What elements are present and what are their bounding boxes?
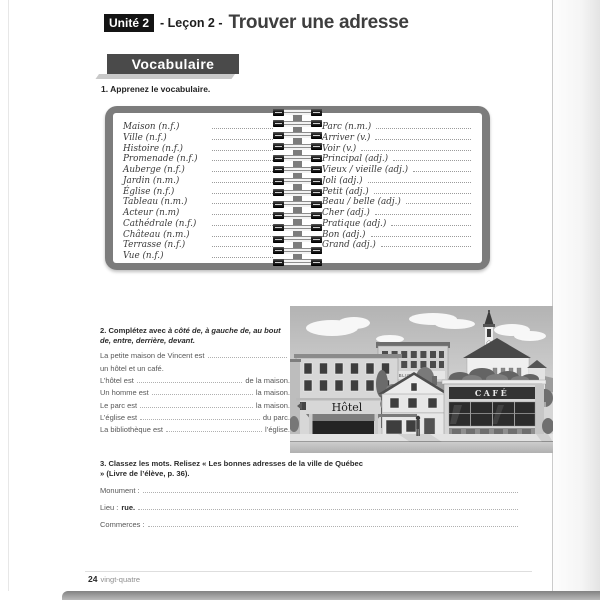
lesson-label: - Leçon 2 -	[160, 16, 223, 30]
answer-line	[152, 388, 253, 395]
ring-clip-right	[311, 212, 322, 219]
answer-line	[374, 185, 471, 194]
ring-clip-right	[311, 132, 322, 139]
page-left-edge	[8, 0, 9, 591]
ring-wire	[280, 121, 315, 127]
exercise3-row	[100, 520, 518, 537]
vocab-row	[123, 217, 273, 228]
answer-line	[212, 195, 273, 204]
vocab-word: Histoire (n.f.)	[123, 143, 183, 154]
exercise2-instruction	[100, 326, 290, 345]
vocab-row	[123, 195, 273, 206]
answer-line	[375, 206, 471, 215]
vocab-word: Voir (v.)	[322, 143, 357, 154]
notebook-page-right	[302, 113, 482, 263]
vocab-list-right	[322, 120, 471, 249]
vocab-row	[123, 238, 273, 249]
vocab-row	[322, 228, 471, 239]
vocab-row	[322, 142, 471, 153]
vocab-word: Tableau (n.m.)	[123, 197, 188, 208]
vocab-row	[123, 152, 273, 163]
spiral-ring	[273, 212, 322, 220]
ribbon-shadow	[95, 74, 235, 79]
exercise2-row	[100, 388, 290, 400]
exercise2	[100, 326, 290, 438]
answer-line	[140, 413, 260, 420]
answer-line	[212, 228, 273, 237]
exercise2-text: L’hôtel est	[100, 375, 134, 385]
vocab-word: Joli (adj.)	[322, 175, 363, 186]
vocab-word: Auberge (n.f.)	[123, 165, 185, 175]
exercise2-text: La petite maison de Vincent est	[100, 351, 205, 361]
ring-clip-left	[273, 236, 284, 243]
ring-wire	[280, 225, 315, 231]
spiral-ring	[273, 224, 322, 232]
vocab-word: Grand (adj.)	[322, 240, 376, 251]
ring-clip-left	[273, 201, 284, 208]
exercise2-row	[100, 376, 290, 388]
vocab-row	[322, 206, 471, 217]
spiral-ring	[273, 200, 322, 208]
vocab-word: Cathédrale (n.f.)	[123, 218, 197, 229]
vocab-row	[322, 163, 471, 174]
ring-wire	[280, 132, 315, 138]
vocab-word: Vue (n.f.)	[123, 251, 164, 261]
exercise2-row	[100, 425, 290, 437]
vocab-list-left	[123, 120, 273, 260]
answer-line	[212, 217, 273, 226]
answer-line	[212, 249, 273, 258]
answer-line	[212, 142, 273, 151]
spiral-ring	[273, 154, 322, 162]
answer-line	[212, 174, 273, 183]
answer-line	[212, 131, 273, 140]
ring-clip-left	[273, 178, 284, 185]
exercise2-text-after: l’église.	[264, 425, 290, 435]
exercise3-row	[100, 486, 518, 503]
exercise2-row	[100, 401, 290, 413]
answer-line	[368, 174, 471, 183]
spiral-ring	[273, 108, 322, 116]
answer-line	[413, 163, 471, 172]
footer-rule	[85, 571, 532, 572]
section-ribbon: Vocabulaire	[107, 54, 239, 74]
hotel-sign: Hôtel	[331, 401, 363, 414]
answer-line	[212, 152, 273, 161]
exercise2-text-after: la maison.	[255, 400, 290, 410]
answer-line	[140, 401, 253, 408]
ring-clip-right	[311, 189, 322, 196]
exercise2-text-after: de la maison.	[245, 375, 290, 385]
spiral-ring	[273, 143, 322, 151]
spiral-ring	[273, 235, 322, 243]
vocab-row	[123, 206, 273, 217]
ring-clip-left	[273, 259, 284, 266]
exercise3-label: Commerces :	[100, 519, 145, 529]
answer-line	[376, 120, 471, 129]
spiral-ring	[273, 166, 322, 174]
answer-line	[361, 142, 471, 151]
street	[290, 434, 553, 453]
vocab-row	[322, 131, 471, 142]
ring-clip-right	[311, 236, 322, 243]
spiral-ring	[273, 131, 322, 139]
answer-line	[375, 131, 471, 140]
ring-wire	[280, 213, 315, 219]
page-right-margin	[553, 0, 600, 591]
exercise2-text-after: du parc.	[262, 412, 290, 422]
ring-clip-right	[311, 224, 322, 231]
spiral-ring	[273, 177, 322, 185]
ring-wire	[280, 236, 315, 242]
vocab-word: Jardin (n.m.)	[123, 175, 180, 186]
unit-badge: Unité 2	[104, 14, 154, 33]
footer-page-word: vingt-quatre	[100, 575, 141, 584]
vocabulary-notebook	[105, 106, 490, 270]
vocab-row	[123, 185, 273, 196]
ring-wire	[280, 201, 315, 207]
answer-line	[393, 152, 471, 161]
exercise2-text-after: la maison.	[255, 388, 290, 398]
answer-line	[148, 520, 518, 527]
vocab-row	[123, 120, 273, 131]
spiral-ring	[273, 258, 322, 266]
spiral-ring	[273, 189, 322, 197]
vocab-word: Cher (adj.)	[322, 208, 370, 218]
answer-line	[143, 486, 518, 493]
exercise2-row	[100, 413, 290, 425]
ring-clip-left	[273, 212, 284, 219]
exercise2-rows	[100, 351, 290, 437]
ring-wire	[280, 178, 315, 184]
exercise2-text: L’église est	[100, 412, 138, 422]
answer-line	[137, 376, 243, 383]
vocab-row	[123, 228, 273, 239]
exercise3-rows	[100, 486, 518, 537]
ring-clip-left	[273, 132, 284, 139]
vocab-row	[123, 163, 273, 174]
answer-line	[212, 238, 273, 247]
ring-clip-left	[273, 120, 284, 127]
answer-line	[166, 425, 262, 432]
vocab-word: Vieux / vieille (adj.)	[322, 165, 409, 175]
vocab-word: Château (n.m.)	[123, 229, 190, 240]
ring-clip-left	[273, 109, 284, 116]
vocab-word: Bon (adj.)	[322, 229, 366, 240]
footer-page-number: 24	[88, 574, 98, 584]
vocab-row	[123, 131, 273, 142]
ring-clip-left	[273, 189, 284, 196]
vocab-word: Pratique (adj.)	[322, 218, 387, 229]
vocab-row	[322, 185, 471, 196]
ring-clip-left	[273, 224, 284, 231]
vocab-word: Ville (n.f.)	[123, 132, 167, 143]
vocab-row	[123, 142, 273, 153]
exercise3-bold-word: rue.	[121, 502, 136, 512]
ring-wire	[280, 167, 315, 173]
ring-clip-right	[311, 120, 322, 127]
exercise2-row	[100, 364, 290, 376]
answer-line	[406, 195, 471, 204]
vocab-word: Arriver (v.)	[322, 132, 371, 143]
exercise2-row	[100, 351, 290, 363]
vocab-word: Petit (adj.)	[322, 186, 369, 197]
exercise2-text: Un homme est	[100, 388, 149, 398]
exercise3	[100, 459, 518, 537]
answer-line	[381, 238, 471, 247]
book-bottom-edge	[62, 591, 600, 600]
ring-clip-left	[273, 155, 284, 162]
vocab-row	[322, 195, 471, 206]
ring-wire	[280, 190, 315, 196]
vocab-row	[322, 238, 471, 249]
cafe-building	[442, 368, 546, 440]
vocab-row	[123, 174, 273, 185]
ring-wire	[280, 259, 315, 265]
vocab-word: Parc (n.m.)	[322, 122, 372, 132]
exercise3-instruction: 3. Classez les mots. Relisez « Les bonnes adresses de la ville de Québec » (Livre de l’élève, p. 36).	[100, 459, 363, 478]
exercise2-instruction-plain: 2. Complétez avec	[100, 326, 168, 335]
vocab-row	[322, 120, 471, 131]
exercise1-instruction: 1. Apprenez le vocabulaire.	[101, 84, 211, 94]
cafe-sign: CAFÉ	[474, 388, 510, 398]
ring-wire	[280, 109, 315, 115]
header	[104, 12, 409, 34]
ring-clip-right	[311, 166, 322, 173]
answer-line	[212, 185, 273, 194]
ring-clip-right	[311, 178, 322, 185]
answer-line	[391, 217, 471, 226]
ring-wire	[280, 248, 315, 254]
ring-clip-right	[311, 155, 322, 162]
ring-clip-right	[311, 201, 322, 208]
vocab-word: Acteur (n.m)	[123, 208, 180, 218]
exercise2-instruction-italic: à côté de, à gauche de, au bout de, entre, derrière, devant.	[100, 326, 281, 345]
vocab-row	[322, 217, 471, 228]
answer-line	[212, 206, 273, 215]
vocab-word: Promenade (n.f.)	[123, 154, 198, 165]
ring-wire	[280, 155, 315, 161]
vocab-word: Principal (adj.)	[322, 154, 389, 165]
exercise2-text: un hôtel et un café.	[100, 363, 164, 373]
exercise3-row	[100, 503, 518, 520]
page-title: Trouver une adresse	[228, 12, 409, 33]
spiral-ring	[273, 247, 322, 255]
ring-clip-left	[273, 143, 284, 150]
ring-clip-right	[311, 109, 322, 116]
exercise3-label: Lieu :	[100, 502, 119, 512]
ring-clip-left	[273, 166, 284, 173]
town-illustration	[290, 306, 553, 453]
answer-line	[138, 503, 518, 510]
answer-line	[208, 351, 287, 358]
vocab-row	[123, 249, 273, 260]
vocab-word: Maison (n.f.)	[123, 122, 180, 132]
vocab-word: Terrasse (n.f.)	[123, 240, 186, 251]
ring-wire	[280, 144, 315, 150]
ring-clip-right	[311, 259, 322, 266]
vocab-row	[322, 174, 471, 185]
footer	[88, 574, 140, 584]
ring-clip-right	[311, 143, 322, 150]
notebook-page-left	[113, 113, 293, 263]
answer-line	[212, 163, 273, 172]
exercise3-label: Monument :	[100, 485, 140, 495]
vocab-word: Église (n.f.)	[123, 186, 175, 197]
page-right-edge	[552, 0, 553, 591]
spiral-ring	[273, 120, 322, 128]
vocab-word: Beau / belle (adj.)	[322, 197, 401, 208]
vocab-row	[322, 152, 471, 163]
exercise2-text: Le parc est	[100, 400, 138, 410]
ring-clip-right	[311, 247, 322, 254]
exercise2-text: La bibliothèque est	[100, 425, 163, 435]
ring-clip-left	[273, 247, 284, 254]
answer-line	[212, 120, 273, 129]
answer-line	[371, 228, 472, 237]
